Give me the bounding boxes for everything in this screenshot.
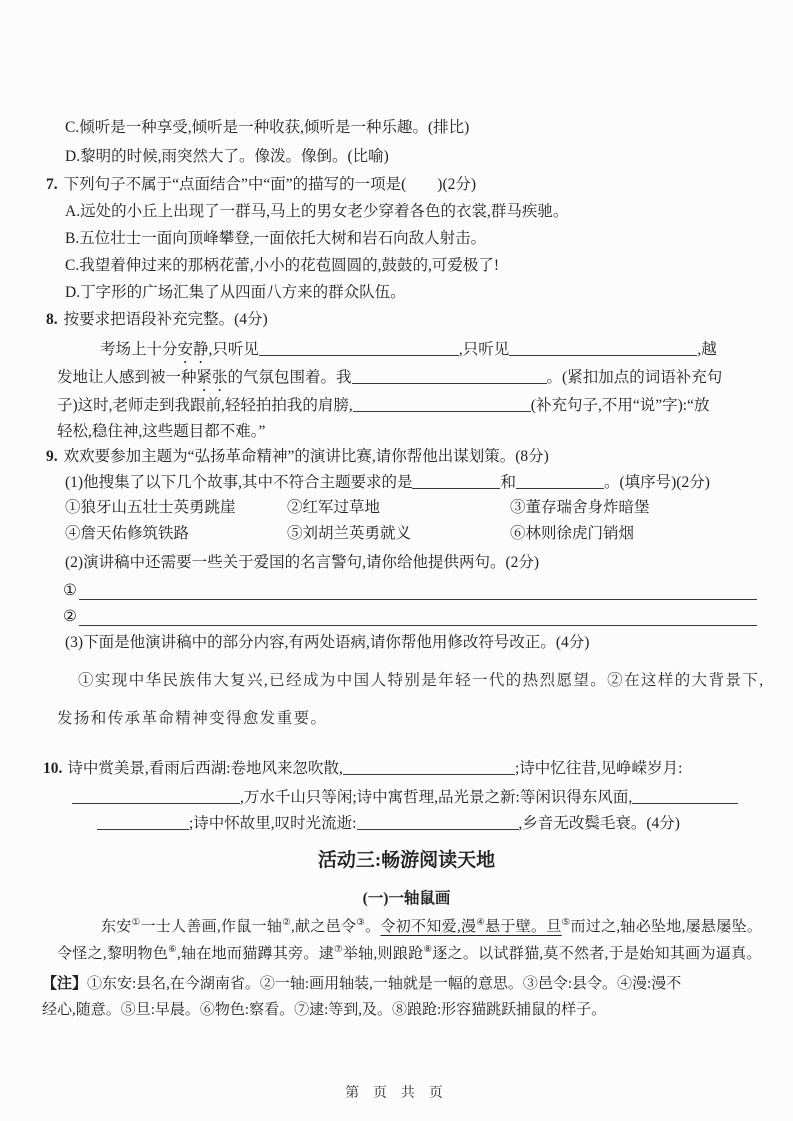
passage-text: ,轴在地而猫蹲其旁。逮 bbox=[176, 946, 335, 962]
notes-label: 【注】 bbox=[42, 976, 88, 992]
passage-text: 一士人善画,作鼠一轴 bbox=[140, 919, 283, 935]
q9-story-row1 bbox=[56, 497, 757, 519]
q8-dotted-word: 安静 bbox=[177, 341, 209, 358]
passage-text: 。 bbox=[365, 919, 381, 935]
passage-text: ,献之邑令 bbox=[291, 919, 357, 935]
q10-text: ,万水千山只等闲;诗中寓哲理,品光景之新:等闲识得东风面, bbox=[240, 789, 633, 806]
question-9-number: 9. bbox=[46, 448, 58, 465]
q9-excerpt-line1: ①实现中华民族伟大复兴,已经成为中国人特别是年轻一代的热烈愿望。②在这样的大背景下, bbox=[78, 672, 765, 689]
q8-paragraph-line3 bbox=[56, 395, 757, 417]
passage-text: 令初不知爱,漫 bbox=[380, 919, 477, 935]
page-footer: 第 页 共 页 bbox=[345, 1084, 448, 1100]
q10-text: ,乡音无改鬓毛衰。(4分) bbox=[518, 815, 680, 832]
notes-line1 bbox=[42, 973, 757, 995]
question-8-number: 8. bbox=[46, 311, 58, 328]
passage-text: 而过之,轴必坠地,屡悬屡坠。 bbox=[570, 919, 763, 935]
question-8-stem bbox=[46, 309, 757, 331]
passage-text: 举轴,则踉跄 bbox=[342, 946, 424, 962]
footnote-marker: ④ bbox=[476, 918, 486, 928]
q9-story-option: ①狼牙山五壮士英勇跳崖 bbox=[65, 499, 236, 516]
q8-dotted-word: 紧张 bbox=[196, 369, 228, 386]
question-10-line1 bbox=[43, 758, 757, 780]
notes-line2: 经心,随意。⑤旦:早晨。⑥物色:察看。⑦逮:等到,及。⑧踉跄:形容猫跳跃捕鼠的样子。 bbox=[42, 1002, 607, 1018]
question-8-text: 按要求把语段补充完整。(4分) bbox=[63, 311, 268, 328]
q8-text: ,只听见 bbox=[208, 341, 259, 358]
passage-text: 东安 bbox=[101, 919, 132, 935]
q9-part1-text: (1)他搜集了以下几个故事,其中不符合主题要求的是 bbox=[65, 474, 413, 491]
q9-excerpt-line2: 发扬和传承革命精神变得愈发重要。 bbox=[57, 710, 328, 727]
answer-blank bbox=[72, 788, 240, 804]
q9-story-option: ③董存瑞舍身炸暗堡 bbox=[510, 499, 650, 516]
q9-story-option: ⑥林则徐虎门销烟 bbox=[510, 525, 635, 542]
question-10-number: 10. bbox=[43, 760, 63, 777]
footnote-marker: ⑧ bbox=[423, 945, 433, 955]
q6-option-c: C.倾听是一种享受,倾听是一种收获,倾听是一种乐趣。(排比) bbox=[65, 119, 470, 136]
question-9-stem bbox=[46, 446, 757, 468]
q10-text: ;诗中忆往昔,见峥嵘岁月: bbox=[514, 760, 683, 777]
q9-story-option: ④詹天佑修筑铁路 bbox=[65, 525, 190, 542]
answer-blank bbox=[516, 473, 604, 489]
q9-story-option: ⑤刘胡兰英勇就义 bbox=[287, 525, 412, 542]
q9-story-option: ②红军过草地 bbox=[287, 499, 381, 516]
passage-text: 令怪之,黎明物色 bbox=[57, 946, 169, 962]
q9-answer-line2 bbox=[56, 606, 757, 628]
answer-blank bbox=[509, 340, 697, 356]
q9-answer-line1 bbox=[56, 580, 757, 602]
q8-text: 。(紧扣加点的词语补充句 bbox=[546, 369, 723, 386]
q9-part3: (3)下面是他演讲稿中的部分内容,有两处语病,请你帮他用修改符号改正。(4分) bbox=[65, 634, 590, 651]
q10-text: ;诗中怀故里,叹时光流逝: bbox=[189, 815, 357, 832]
q9-answer-line1-number: ① bbox=[63, 582, 77, 599]
q9-part1 bbox=[56, 472, 757, 494]
footnote-marker: ⑤ bbox=[561, 918, 571, 928]
answer-blank bbox=[343, 759, 515, 775]
q7-option-c: C.我望着伸过来的那柄花蕾,小小的花苞圆圆的,鼓鼓的,可爱极了! bbox=[65, 257, 500, 274]
answer-blank bbox=[412, 473, 500, 489]
footnote-marker: ③ bbox=[356, 918, 366, 928]
q9-part2: (2)演讲稿中还需要一些关于爱国的名言警句,请你给他提供两句。(2分) bbox=[65, 554, 540, 571]
q8-text: 发地让人感到被一种 bbox=[57, 369, 197, 386]
answer-blank bbox=[357, 814, 519, 830]
page-content bbox=[42, 0, 765, 1121]
q9-part1-text: 。(填序号)(2分) bbox=[603, 474, 710, 491]
q9-story-row2 bbox=[56, 523, 757, 545]
q8-text: ,只听见 bbox=[458, 341, 510, 358]
question-10-line2 bbox=[56, 787, 757, 809]
q9-part1-text: 和 bbox=[500, 474, 516, 491]
q8-text: (补充句子,不用“说”字):“放 bbox=[530, 397, 710, 414]
answer-blank bbox=[259, 340, 459, 356]
passage-text: 悬于壁。旦 bbox=[485, 919, 562, 935]
answer-blank bbox=[353, 396, 531, 412]
q7-option-a: A.远处的小丘上出现了一群马,马上的男女老少穿着各色的衣裳,群马疾驰。 bbox=[65, 203, 569, 220]
q10-text: 诗中赏美景,看雨后西湖:卷地风来忽吹散, bbox=[67, 760, 343, 777]
footnote-marker: ⑥ bbox=[168, 945, 177, 955]
passage-text: 逐之。以试群猫,莫不然者,于是始知其画为逼真。 bbox=[432, 946, 762, 962]
q7-option-d: D.丁字形的广场汇集了从四面八方来的群众队伍。 bbox=[65, 284, 406, 301]
q6-option-d: D.黎明的时候,雨突然大了。像泼。像倒。(比喻) bbox=[65, 148, 389, 165]
q9-answer-line2-number: ② bbox=[63, 608, 77, 625]
answer-blank bbox=[632, 788, 738, 804]
footnote-marker: ⑦ bbox=[334, 945, 343, 955]
notes-text: ①东安:县名,在今湖南省。②一轴:画用轴装,一轴就是一幅的意思。③邑令:县令。④漫:漫不 bbox=[87, 976, 682, 992]
q8-paragraph-line4: 轻松,稳住神,这些题目都不难。” bbox=[57, 423, 266, 440]
passage-line2 bbox=[56, 943, 762, 965]
question-7-number: 7. bbox=[46, 176, 58, 193]
question-9-text: 欢欢要参加主题为“弘扬革命精神”的演讲比赛,请你帮他出谋划策。(8分) bbox=[63, 448, 549, 465]
reading-passage-title: (一)一轴鼠画 bbox=[362, 890, 451, 907]
footnote-marker: ② bbox=[282, 918, 292, 928]
section-title: 活动三:畅游阅读天地 bbox=[317, 850, 496, 871]
question-10-line3 bbox=[56, 813, 757, 835]
answer-blank bbox=[97, 814, 189, 830]
question-7-stem bbox=[46, 174, 757, 196]
underlined-sentence bbox=[380, 919, 561, 935]
answer-blank bbox=[79, 599, 757, 600]
q7-option-b: B.五位壮士一面向顶峰攀登,一面依托大树和岩石向敌人射击。 bbox=[65, 230, 487, 247]
q8-text: 考场上十分 bbox=[100, 341, 178, 358]
q8-paragraph-line1 bbox=[56, 339, 757, 367]
answer-blank bbox=[79, 625, 757, 626]
question-7-text: 下列句子不属于“点面结合”中“面”的描写的一项是( )(2分) bbox=[63, 176, 477, 193]
footnote-marker: ① bbox=[131, 918, 141, 928]
q8-text: ,越 bbox=[697, 341, 717, 358]
q8-text: 的气氛包围着。我 bbox=[227, 369, 352, 386]
q8-paragraph-line2 bbox=[56, 367, 757, 395]
passage-line1 bbox=[56, 916, 763, 938]
q8-text: 子)这时,老师走到我跟前,轻轻拍拍我的肩膀, bbox=[57, 397, 353, 414]
answer-blank bbox=[352, 368, 547, 384]
